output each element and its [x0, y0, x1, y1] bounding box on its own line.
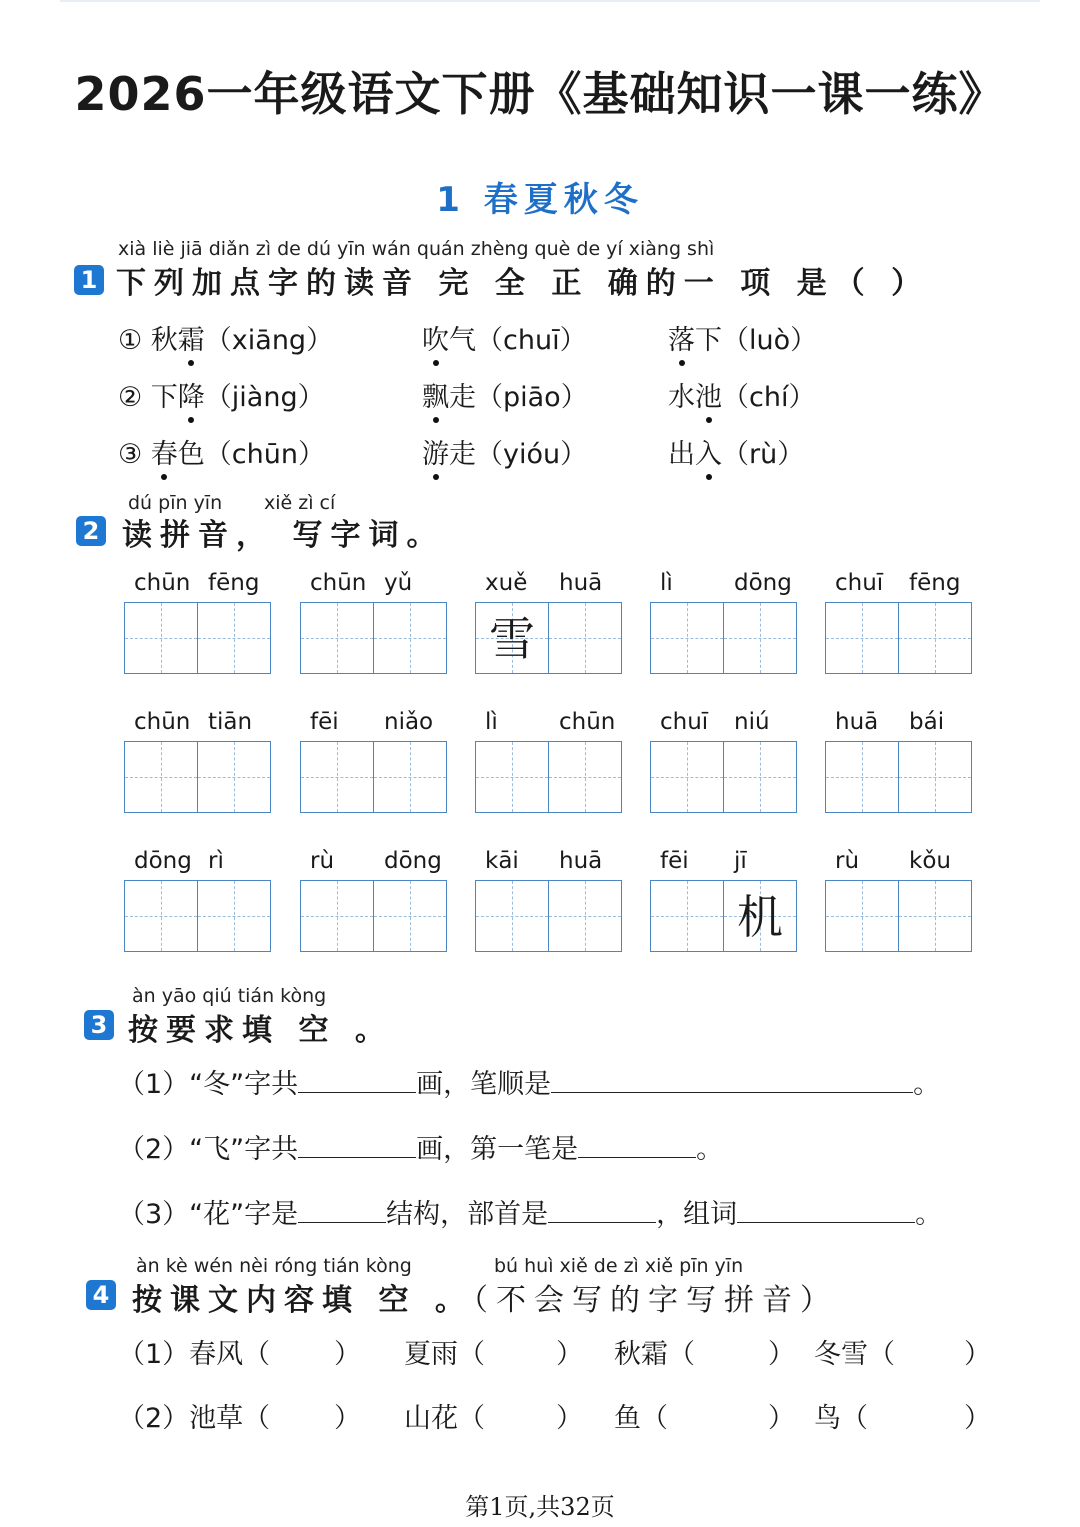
- q2-word-box-pair: [124, 602, 271, 674]
- q2-writing-cell[interactable]: [300, 880, 374, 952]
- q1-option-number: ①: [118, 325, 151, 356]
- q3-blank-stroke-count-fei[interactable]: [298, 1131, 416, 1158]
- q2-writing-cell[interactable]: [825, 880, 899, 952]
- top-border-line: [60, 0, 1040, 2]
- q3-line-2: [118, 1127, 723, 1166]
- q2-word-box-pair: [825, 741, 972, 813]
- q1-option-3-item-1: [118, 432, 325, 471]
- q4-pinyin-2: bú huì xiě de zì xiě pīn yīn: [494, 1255, 744, 1277]
- q4-pinyin-1: àn kè wén nèi róng tián kòng: [136, 1255, 412, 1277]
- q3-line-1-end: 。: [913, 1069, 941, 1100]
- q1-option-1-item-2: [422, 318, 587, 357]
- q2-pinyin-label: chūn: [559, 709, 616, 735]
- q1-option-number: ②: [118, 382, 151, 413]
- q1-option-3-item-2: [422, 432, 587, 471]
- q4-fill-close-paren: ）: [334, 1403, 361, 1434]
- q2-writing-cell[interactable]: [475, 880, 549, 952]
- q2-pinyin-label: yǔ: [384, 570, 413, 596]
- q1-character: 下: [150, 382, 178, 413]
- q1-pinyin-reading: （jiàng）: [204, 382, 325, 413]
- q1-character: 秋: [150, 325, 178, 356]
- q4-fill-prompt: （2）池草（: [118, 1403, 271, 1434]
- q2-writing-cell[interactable]: [724, 880, 797, 952]
- q4-fill-close-paren: ）: [964, 1403, 991, 1434]
- lesson-title: 1 春夏秋冬: [436, 180, 644, 220]
- q2-pinyin-label: huā: [835, 709, 879, 735]
- q3-number-badge: 3: [84, 1010, 114, 1040]
- q2-question-text: 读拼音， 写字词。: [122, 518, 445, 553]
- q1-pinyin-reading: （yióu）: [476, 439, 588, 470]
- q1-option-2-item-2: [422, 375, 588, 414]
- q3-line-3: [118, 1192, 942, 1231]
- q2-writing-cell[interactable]: [825, 741, 899, 813]
- q2-pinyin-label: tiān: [208, 709, 253, 735]
- q1-character: 色: [177, 439, 205, 470]
- q2-pinyin-label: chuī: [660, 709, 709, 735]
- q2-word-box-pair: [825, 880, 972, 952]
- q2-writing-cell[interactable]: [475, 741, 549, 813]
- q2-pinyin-label: rù: [835, 848, 860, 874]
- q2-pinyin-label: fēng: [909, 570, 961, 596]
- q2-word-box-pair: [300, 741, 447, 813]
- q2-word-box-pair: [300, 880, 447, 952]
- q1-dotted-character: 降: [178, 375, 205, 414]
- q2-writing-cell[interactable]: [650, 880, 724, 952]
- page-title: 2026一年级语文下册《基础知识一课一练》: [74, 67, 1006, 121]
- q2-writing-cell[interactable]: [124, 602, 198, 674]
- q2-pinyin-label: kāi: [485, 848, 519, 874]
- q4-fill-prompt: （1）春风（: [118, 1339, 271, 1370]
- q1-pinyin-reading: （piāo）: [476, 382, 588, 413]
- page-footer: 第1页,共32页: [465, 1493, 615, 1521]
- q3-line-2-part-a: （2）“飞”字共: [118, 1134, 299, 1165]
- q2-word-box-pair: [475, 602, 622, 674]
- q2-pinyin-label: chūn: [134, 570, 191, 596]
- q3-line-2-part-b: 画，第一笔是: [416, 1134, 579, 1165]
- q2-pinyin-label: kǒu: [909, 848, 951, 874]
- q3-blank-stroke-count-dong[interactable]: [298, 1066, 416, 1093]
- q3-blank-stroke-order-dong[interactable]: [551, 1066, 913, 1093]
- q4-fill-prompt: 秋霜（: [614, 1339, 695, 1370]
- q2-pinyin-label: fēng: [208, 570, 260, 596]
- q1-pinyin-reading: （chí）: [722, 382, 816, 413]
- q2-word-box-pair: [475, 880, 622, 952]
- q2-pinyin-label: chūn: [134, 709, 191, 735]
- q3-line-3-end: 。: [915, 1199, 943, 1230]
- q3-blank-radical-hua[interactable]: [548, 1196, 656, 1223]
- q2-word-box-pair: [475, 741, 622, 813]
- q2-writing-cell[interactable]: [198, 602, 271, 674]
- q2-word-box-pair: [825, 602, 972, 674]
- q4-question-text: 按课文内容填 空 。: [132, 1283, 473, 1318]
- q2-writing-cell[interactable]: [374, 880, 447, 952]
- q2-writing-cell[interactable]: [300, 741, 374, 813]
- q2-word-box-pair: [650, 602, 797, 674]
- q4-fill-close-paren: ）: [334, 1339, 361, 1370]
- q1-dotted-character: 入: [695, 432, 722, 471]
- q2-writing-cell[interactable]: [374, 741, 447, 813]
- q2-pinyin-label: chūn: [310, 570, 367, 596]
- q2-pinyin-label: niǎo: [384, 709, 434, 735]
- q1-dotted-character: 春: [151, 432, 178, 471]
- q2-writing-cell[interactable]: [124, 741, 198, 813]
- q2-pinyin-2: xiě zì cí: [264, 492, 336, 514]
- q4-fill-close-paren: ）: [768, 1403, 795, 1434]
- q3-question-text: 按要求填 空 。: [128, 1013, 393, 1048]
- q2-sample-character: 雪: [489, 612, 535, 666]
- q1-pinyin-reading: （chūn）: [204, 439, 325, 470]
- q1-dotted-character: 飘: [422, 375, 449, 414]
- q2-writing-cell[interactable]: [124, 880, 198, 952]
- q2-pinyin-label: fēi: [310, 709, 339, 735]
- q3-line-3-part-c: ，组词: [656, 1199, 738, 1230]
- q3-blank-structure-hua[interactable]: [298, 1196, 386, 1223]
- q4-number-badge: 4: [86, 1280, 116, 1310]
- q4-fill-prompt: 鱼（: [614, 1403, 668, 1434]
- q2-word-box-pair: [300, 602, 447, 674]
- q2-sample-character: 机: [737, 890, 783, 944]
- q2-writing-cell[interactable]: [650, 741, 724, 813]
- q1-dotted-character: 吹: [422, 318, 449, 357]
- q3-line-3-part-a: （3）“花”字是: [118, 1199, 299, 1230]
- q1-option-number: ③: [118, 439, 151, 470]
- q1-option-2-item-1: [118, 375, 325, 414]
- q2-pinyin-label: rù: [310, 848, 335, 874]
- q4-fill-close-paren: ）: [556, 1403, 583, 1434]
- q2-pinyin-label: huā: [559, 570, 603, 596]
- q2-pinyin-label: niú: [734, 709, 770, 735]
- q2-pinyin-label: dōng: [134, 848, 192, 874]
- q1-pinyin-reading: （chuī）: [476, 325, 587, 356]
- q2-writing-cell[interactable]: [549, 741, 622, 813]
- q2-writing-cell[interactable]: [300, 602, 374, 674]
- q1-pinyin-reading: （xiāng）: [204, 325, 334, 356]
- q1-character: 气: [449, 325, 476, 356]
- q1-dotted-character: 霜: [178, 318, 205, 357]
- q1-character: 下: [695, 325, 722, 356]
- q1-character: 走: [449, 382, 476, 413]
- q3-line-1-part-a: （1）“冬”字共: [118, 1069, 299, 1100]
- q1-option-1-item-1: [118, 318, 333, 357]
- q2-pinyin-label: lì: [485, 709, 498, 735]
- q4-fill-prompt: 夏雨（: [404, 1339, 485, 1370]
- q3-line-1: [118, 1062, 940, 1101]
- q1-option-3-item-3: [668, 432, 804, 471]
- q2-pinyin-label: jī: [734, 848, 747, 874]
- q2-writing-cell[interactable]: [724, 602, 797, 674]
- q4-fill-prompt: 山花（: [404, 1403, 485, 1434]
- q2-pinyin-label: xuě: [485, 570, 528, 596]
- q4-fill-prompt: 冬雪（: [814, 1339, 895, 1370]
- q2-pinyin-label: dōng: [384, 848, 442, 874]
- q3-blank-word-hua[interactable]: [737, 1196, 915, 1223]
- q2-word-box-pair: [124, 880, 271, 952]
- q2-writing-cell[interactable]: [198, 741, 271, 813]
- q2-writing-cell[interactable]: [899, 741, 972, 813]
- q2-word-box-pair: [124, 741, 271, 813]
- q2-pinyin-label: bái: [909, 709, 945, 735]
- q2-writing-cell[interactable]: [198, 880, 271, 952]
- q1-option-2-item-3: [668, 375, 815, 414]
- q1-pinyin-reading: （luò）: [722, 325, 818, 356]
- q1-pinyin-reading: （rù）: [722, 439, 805, 470]
- q4-fill-close-paren: ）: [768, 1339, 795, 1370]
- q2-writing-cell[interactable]: [899, 880, 972, 952]
- q4-fill-close-paren: ）: [556, 1339, 583, 1370]
- q1-pinyin: xià liè jiā diǎn zì de dú yīn wán quán zhèng què de yí xiàng shì: [118, 238, 715, 260]
- q3-blank-first-stroke-fei[interactable]: [578, 1131, 696, 1158]
- q4-fill-close-paren: ）: [964, 1339, 991, 1370]
- q2-writing-cell[interactable]: [899, 602, 972, 674]
- q1-dotted-character: 落: [668, 318, 695, 357]
- q2-word-box-pair: [650, 880, 797, 952]
- q2-writing-cell[interactable]: [650, 602, 724, 674]
- q1-character: 水: [668, 382, 695, 413]
- q1-character: 出: [668, 439, 695, 470]
- q2-writing-cell[interactable]: [549, 880, 622, 952]
- q3-line-1-part-b: 画，笔顺是: [416, 1069, 552, 1100]
- q2-writing-cell[interactable]: [475, 602, 549, 674]
- q1-dotted-character: 池: [695, 375, 722, 414]
- q2-number-badge: 2: [76, 516, 106, 546]
- q1-dotted-character: 游: [422, 432, 449, 471]
- q1-option-1-item-3: [668, 318, 817, 357]
- q2-pinyin-label: fēi: [660, 848, 689, 874]
- q2-pinyin-label: rì: [208, 848, 224, 874]
- q1-number-badge: 1: [74, 265, 104, 295]
- q2-writing-cell[interactable]: [724, 741, 797, 813]
- q2-writing-cell[interactable]: [374, 602, 447, 674]
- q3-line-2-end: 。: [696, 1134, 724, 1165]
- q2-pinyin-label: lì: [660, 570, 673, 596]
- q2-pinyin-label: chuī: [835, 570, 884, 596]
- q2-pinyin-label: huā: [559, 848, 603, 874]
- q1-character: 走: [449, 439, 476, 470]
- q2-pinyin-1: dú pīn yīn: [128, 492, 223, 514]
- q2-writing-cell[interactable]: [549, 602, 622, 674]
- q4-fill-prompt: 鸟（: [814, 1403, 868, 1434]
- q2-word-box-pair: [650, 741, 797, 813]
- q1-question-text: 下列加点字的读音 完 全 正 确的一 项 是（ ）: [116, 266, 930, 301]
- q4-note: （不会写的字写拼音）: [458, 1283, 838, 1318]
- q2-pinyin-label: dōng: [734, 570, 792, 596]
- q2-writing-cell[interactable]: [825, 602, 899, 674]
- q3-line-3-part-b: 结构，部首是: [386, 1199, 549, 1230]
- q3-pinyin: àn yāo qiú tián kòng: [132, 985, 327, 1007]
